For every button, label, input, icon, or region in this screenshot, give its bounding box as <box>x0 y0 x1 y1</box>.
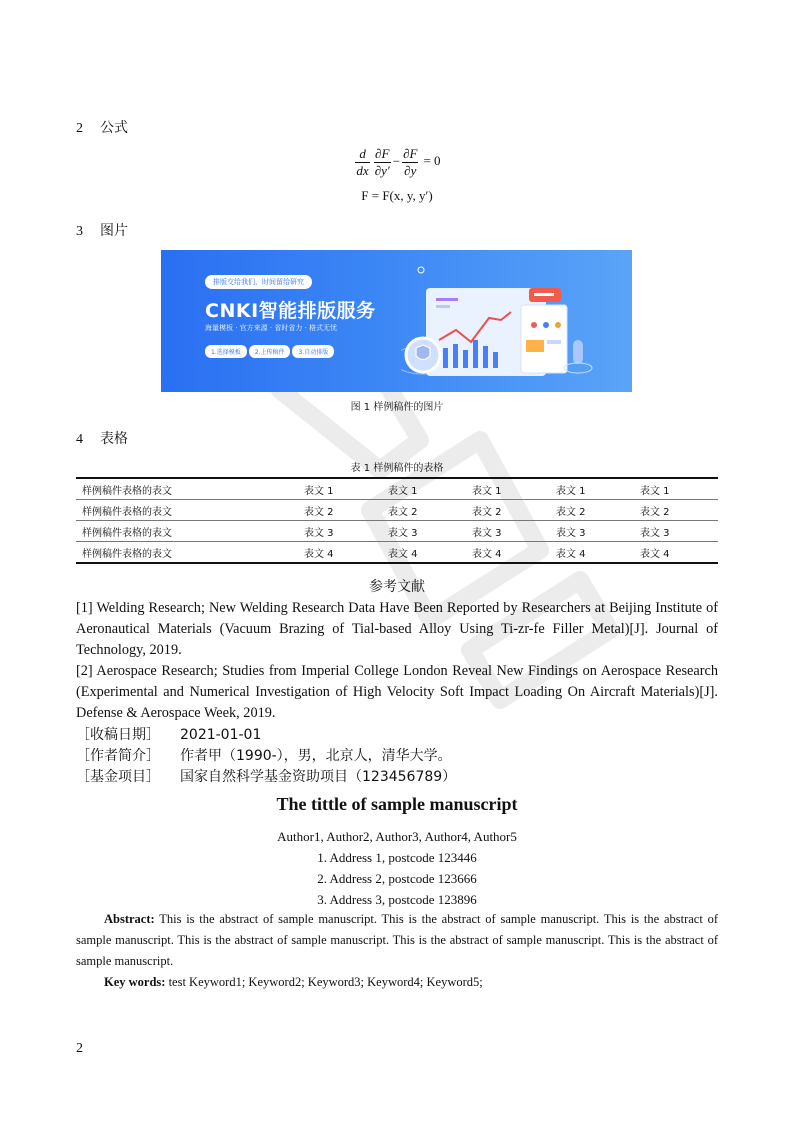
table-cell: 表文 2 <box>466 500 550 521</box>
fraction-denominator: ∂y′ <box>374 163 390 178</box>
references-heading: 参考文献 <box>369 579 425 595</box>
section-title: 公式 <box>100 120 128 136</box>
table-cell: 表文 1 <box>634 478 718 500</box>
fraction-numerator: ∂F <box>375 146 390 161</box>
section-heading-figure <box>76 220 128 240</box>
table-cell: 样例稿件表格的表文 <box>76 542 298 564</box>
table-cell: 表文 1 <box>298 478 382 500</box>
page-number: 2 <box>76 1041 83 1056</box>
fraction-d-dx <box>355 146 369 179</box>
figure-caption: 图 1 样例稿件的图片 <box>350 402 444 413</box>
minus-sign: − <box>392 153 401 169</box>
keywords-label: Key words: <box>104 975 166 989</box>
meta-value: 2021-01-01 <box>180 727 262 743</box>
banner-step: 1.选择模板 <box>205 345 247 358</box>
table-cell: 表文 4 <box>634 542 718 564</box>
figure-banner-image <box>161 250 632 392</box>
table-cell: 表文 2 <box>634 500 718 521</box>
abstract-text: This is the abstract of sample manuscript. This is the abstract of sample manuscript. This is the abstract of sample manuscript. This is the abstract of sample manuscript. This is the abstract of sample manuscript. This is the abstract of sample manuscript. <box>76 912 718 968</box>
table-cell: 表文 2 <box>550 500 634 521</box>
table-cell: 表文 1 <box>550 478 634 500</box>
fraction-dF-dy <box>402 146 418 179</box>
section-heading-formula <box>76 117 128 137</box>
banner-title: CNKI智能排版服务 <box>205 300 376 322</box>
chart-illustration-icon <box>401 260 626 390</box>
table-cell: 表文 1 <box>466 478 550 500</box>
banner-steps <box>205 345 334 358</box>
table-cell: 表文 3 <box>634 521 718 542</box>
equals-zero: = 0 <box>423 153 441 169</box>
table-row <box>76 500 718 521</box>
received-date <box>76 724 261 744</box>
table-cell: 表文 4 <box>466 542 550 564</box>
table-cell: 样例稿件表格的表文 <box>76 521 298 542</box>
table-caption: 表 1 样例稿件的表格 <box>350 463 444 474</box>
meta-label: ［基金项目］ <box>76 769 160 785</box>
table-cell: 表文 2 <box>298 500 382 521</box>
keywords-text: test Keyword1; Keyword2; Keyword3; Keyword4; Keyword5; <box>165 975 483 989</box>
table-cell: 表文 2 <box>382 500 466 521</box>
fraction-dF-dy-prime <box>374 146 391 179</box>
abstract-label: Abstract: <box>104 912 155 926</box>
address-line: 1. Address 1, postcode 123446 <box>317 850 477 865</box>
english-abstract <box>76 909 718 972</box>
section-number: 3 <box>76 224 83 239</box>
table-row <box>76 542 718 564</box>
table-cell: 表文 4 <box>550 542 634 564</box>
table-cell: 样例稿件表格的表文 <box>76 478 298 500</box>
funding <box>76 766 456 786</box>
table-cell: 表文 1 <box>382 478 466 500</box>
address-line: 2. Address 2, postcode 123666 <box>317 871 477 886</box>
table-cell: 表文 4 <box>298 542 382 564</box>
meta-value: 国家自然科学基金资助项目（123456789） <box>180 769 457 785</box>
fraction-denominator: ∂y <box>404 163 417 178</box>
table-cell: 表文 3 <box>382 521 466 542</box>
banner-step: 2.上传稿件 <box>249 345 291 358</box>
reference-item: [2] Aerospace Research; Studies from Imperial College London Reveal New Findings on Aerospace Research (Experimental and Numerical Investigation of High Velocity Soft Impact Loading On Aircraft Materials)[J]. Defense & Aerospace Week, 2019. <box>76 663 718 721</box>
fraction-denominator: dx <box>356 163 369 178</box>
fraction-numerator: d <box>355 146 369 163</box>
english-authors: Author1, Author2, Author3, Author4, Author5 <box>277 829 517 844</box>
meta-label: ［作者简介］ <box>76 748 160 764</box>
section-number: 4 <box>76 432 83 447</box>
english-keywords <box>76 972 718 993</box>
banner-subtitle: 海量模板 · 官方来源 · 省时省力 · 格式无忧 <box>205 324 338 332</box>
table-cell: 样例稿件表格的表文 <box>76 500 298 521</box>
equation-2: F = F(x, y, y′) <box>361 188 433 203</box>
section-heading-table <box>76 428 128 448</box>
banner-step: 3.自动排版 <box>292 345 334 358</box>
meta-label: ［收稿日期］ <box>76 727 160 743</box>
equation-1 <box>0 146 794 179</box>
section-title: 图片 <box>100 223 128 239</box>
table-row <box>76 478 718 500</box>
english-title: The tittle of sample manuscript <box>276 794 518 814</box>
table-row <box>76 521 718 542</box>
section-title: 表格 <box>100 431 128 447</box>
author-bio <box>76 745 452 765</box>
sample-table <box>76 477 718 564</box>
table-cell: 表文 4 <box>382 542 466 564</box>
banner-tagline: 排版交给我们，时间留给研究 <box>205 275 312 289</box>
reference-item: [1] Welding Research; New Welding Research Data Have Been Reported by Researchers at Beijing Institute of Aeronautical Materials (Vacuum Brazing of Tial-based Alloy Using Ti-zr-fe Filler Metal)[J]. Journal of Technology, 2019. <box>76 600 718 658</box>
meta-value: 作者甲（1990-），男，北京人，清华大学。 <box>180 748 452 764</box>
fraction-numerator: ∂F <box>403 146 418 161</box>
table-cell: 表文 3 <box>298 521 382 542</box>
table-cell: 表文 3 <box>550 521 634 542</box>
address-line: 3. Address 3, postcode 123896 <box>317 892 477 907</box>
table-cell: 表文 3 <box>466 521 550 542</box>
section-number: 2 <box>76 121 83 136</box>
